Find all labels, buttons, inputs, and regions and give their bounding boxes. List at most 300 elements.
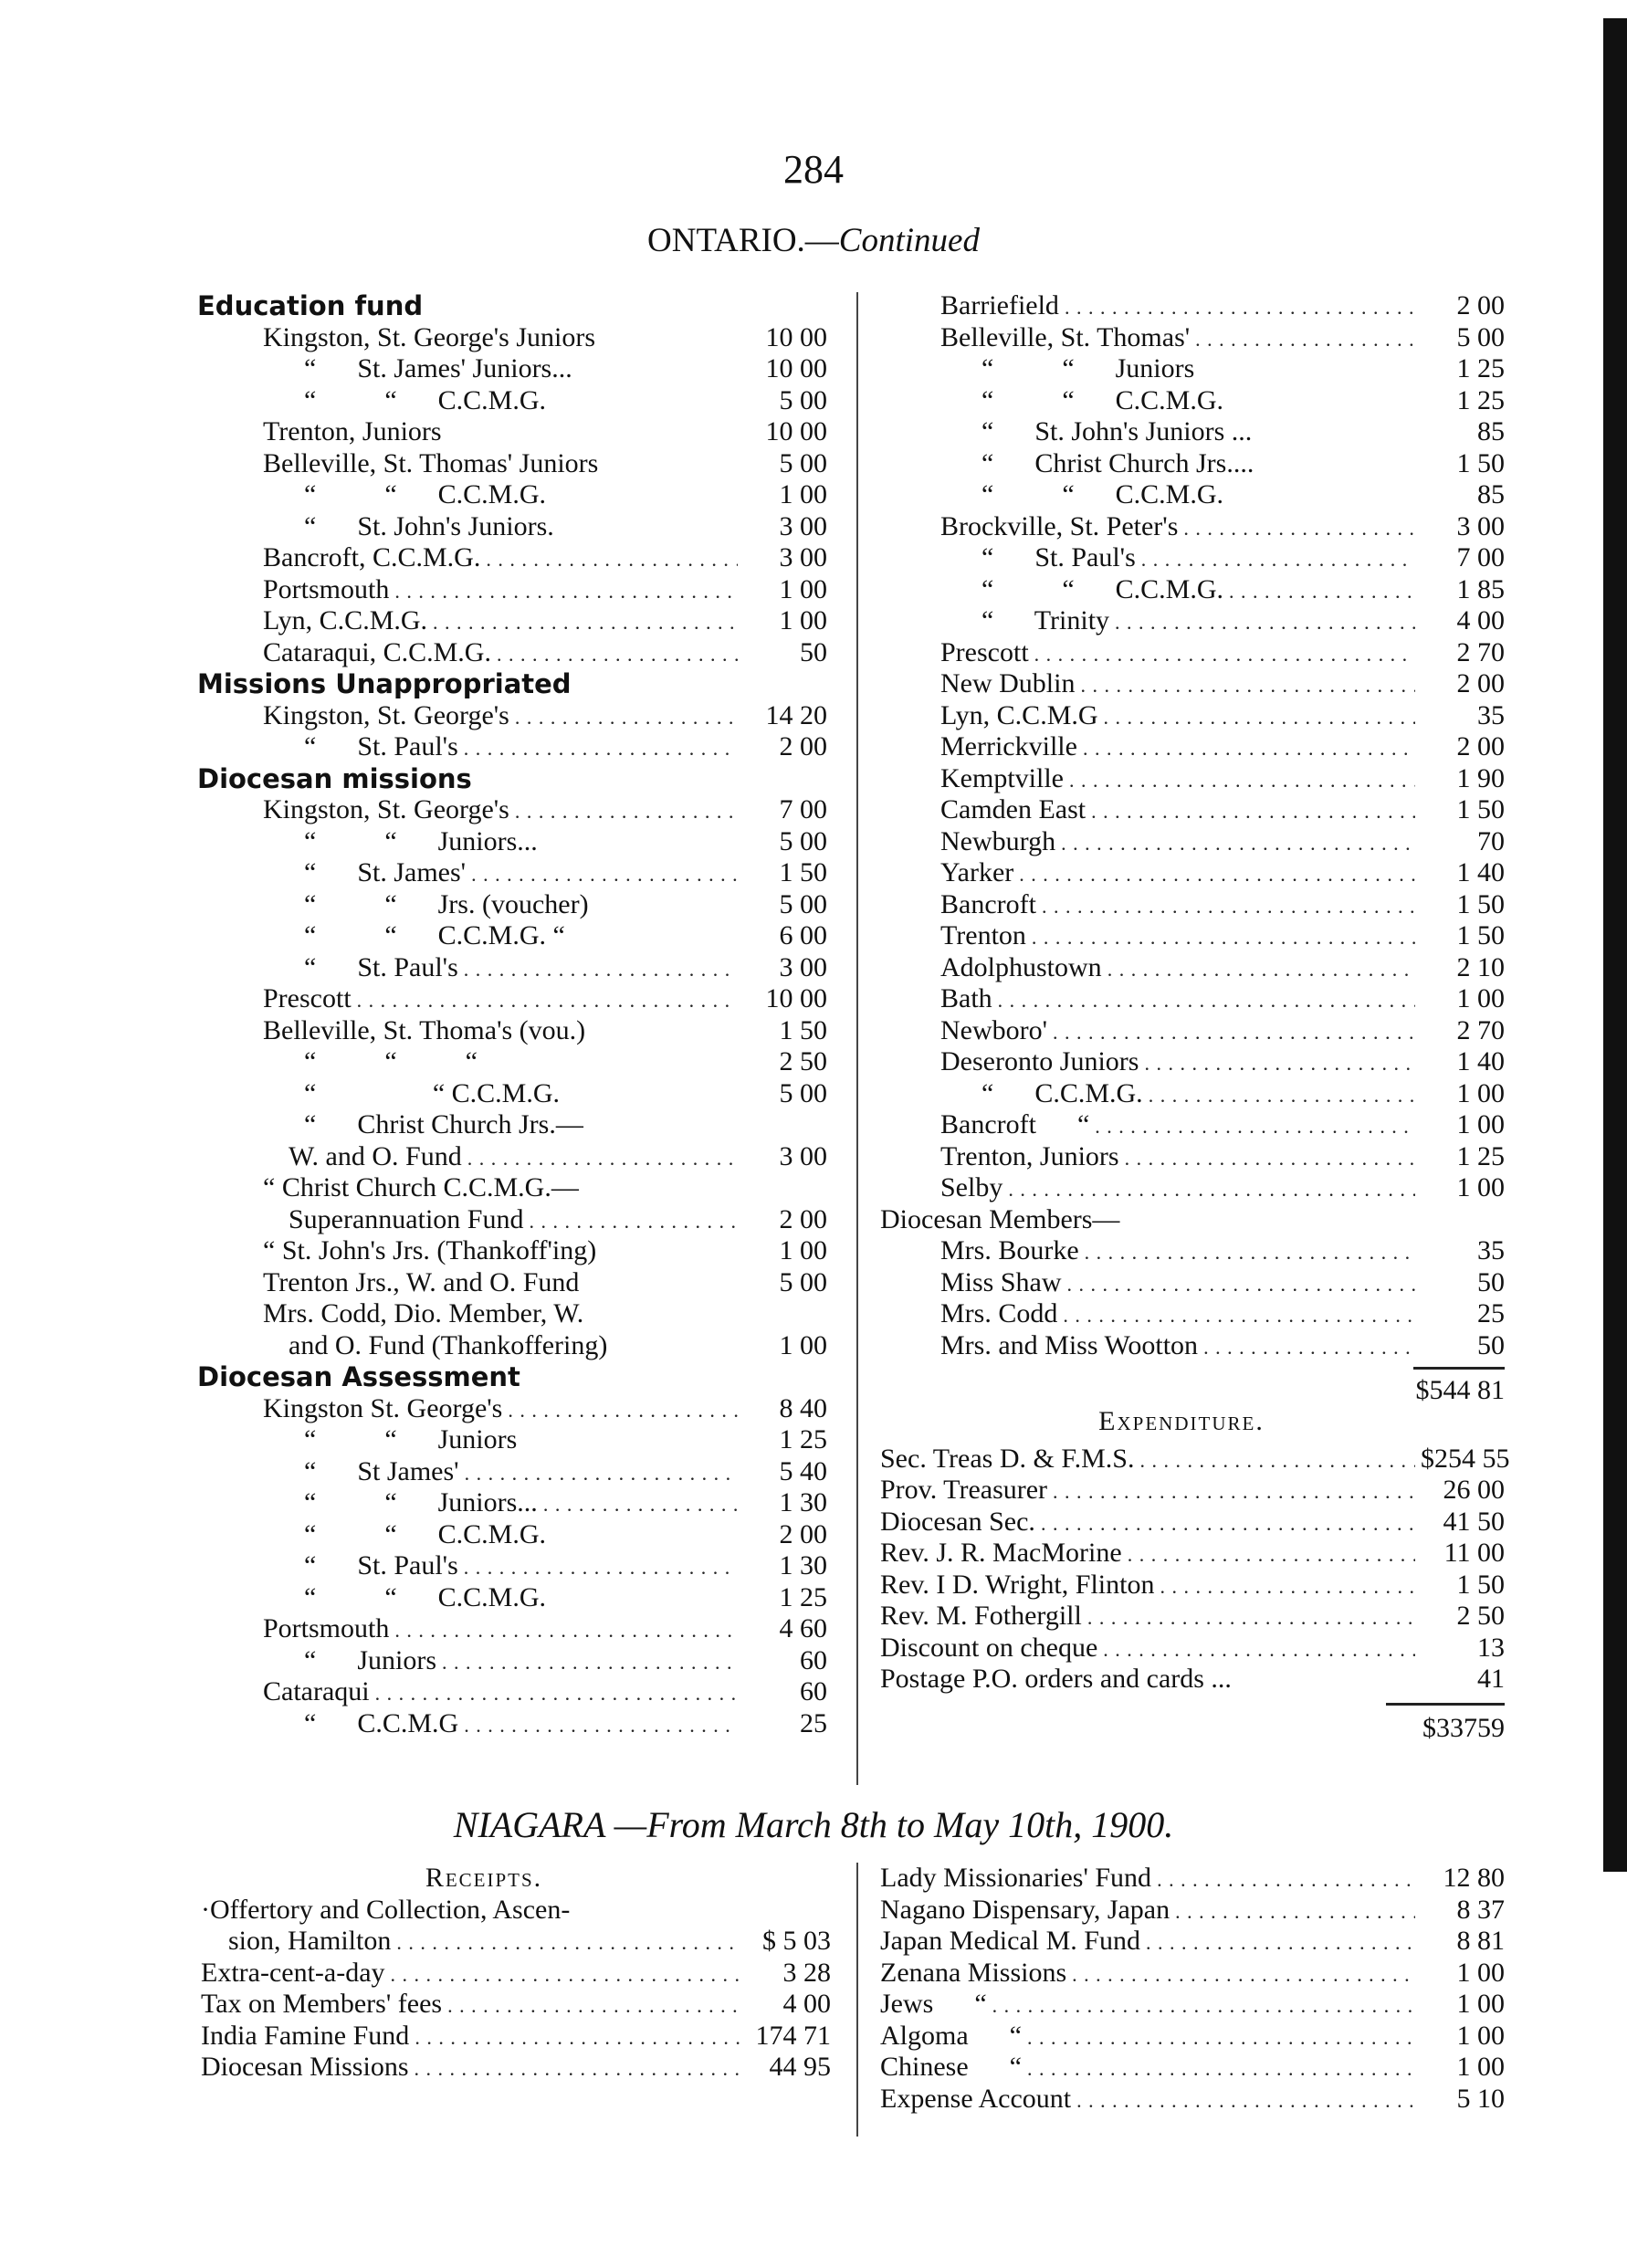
entry-label: “ “ Juniors	[263, 1424, 518, 1454]
entry-amount: 1 50	[1456, 794, 1505, 824]
entry-amount: 41 50	[1443, 1506, 1505, 1537]
entry-label: Diocesan Members—	[880, 1203, 1120, 1234]
ledger-row	[880, 1330, 1505, 1362]
entry-label: Trenton Jrs., W. and O. Fund	[263, 1266, 580, 1297]
entry-label: Portsmouth	[263, 573, 390, 604]
leader-dots	[1032, 920, 1415, 951]
leader-dots	[464, 952, 738, 983]
entry-amount: 26 00	[1443, 1475, 1505, 1505]
leader-dots	[1083, 731, 1415, 762]
leader-dots	[394, 1613, 738, 1644]
entry-amount: 1 50	[779, 1014, 827, 1045]
ledger-row	[880, 857, 1505, 889]
entry-label: Adolphustown	[940, 951, 1102, 982]
ledger-row	[197, 1393, 827, 1425]
entry-amount: 60	[800, 1644, 827, 1675]
entry-label: Postage P.O. orders and cards ...	[880, 1664, 1232, 1694]
entry-amount: 5 00	[779, 888, 827, 919]
expenditure-row	[880, 1475, 1505, 1507]
entry-label: Trenton, Juniors	[263, 416, 442, 446]
entry-label: Cataraqui	[263, 1676, 370, 1706]
ledger-row	[197, 920, 827, 952]
entry-label: Rev. J. R. MacMorine	[880, 1538, 1122, 1568]
entry-amount: 70	[1477, 825, 1505, 856]
leader-dots	[1203, 1330, 1415, 1361]
column-divider	[856, 292, 858, 1785]
entry-label: “ St. Paul's	[263, 731, 458, 761]
ledger-row	[880, 416, 1505, 448]
ledger-row	[880, 889, 1505, 921]
entry-label: “ St. Paul's	[263, 951, 458, 982]
entry-label: Portsmouth	[263, 1613, 390, 1643]
entry-amount: 1 00	[779, 605, 827, 635]
leader-dots	[1076, 2084, 1415, 2115]
ontario-title	[0, 221, 1627, 260]
ledger-row	[197, 731, 827, 763]
leader-dots	[447, 1989, 741, 2020]
ledger-row	[197, 605, 827, 637]
entry-amount: 1 50	[1456, 447, 1505, 478]
entry-label: “ St. Paul's	[263, 1550, 458, 1580]
heading-text: Diocesan missions	[197, 762, 472, 794]
leader-dots	[1041, 1507, 1415, 1538]
entry-amount: 1 00	[1456, 1077, 1505, 1108]
ledger-row	[880, 605, 1505, 637]
entry-label: Rev. M. Fothergill	[880, 1601, 1082, 1631]
entry-label: Extra-cent-a-day	[201, 1957, 385, 1988]
entry-label: Zenana Missions	[880, 1957, 1067, 1988]
entry-label: Bancroft “	[940, 1109, 1090, 1139]
leader-dots	[1072, 1958, 1415, 1989]
leader-dots	[1175, 1895, 1415, 1926]
niagara-expense-row	[880, 2021, 1505, 2053]
ledger-row	[197, 542, 827, 574]
entry-amount: $254 55	[1421, 1443, 1510, 1474]
receipts-total: $544 81	[1415, 1375, 1505, 1405]
entry-amount: 1 25	[1456, 353, 1505, 383]
leader-dots	[998, 983, 1415, 1014]
entry-amount: 1 50	[1456, 888, 1505, 919]
ontario-receipts-left-column	[197, 290, 827, 1739]
entry-label: “ St. James'	[263, 857, 467, 887]
entry-amount: 1 00	[1456, 1957, 1505, 1988]
ledger-row	[880, 574, 1505, 606]
entry-amount: 50	[800, 636, 827, 667]
leader-dots	[1008, 1172, 1415, 1203]
entry-amount: 8 81	[1456, 1926, 1505, 1956]
ledger-row	[197, 1708, 827, 1740]
ledger-row	[197, 1204, 827, 1236]
entry-label: “ “ Jrs. (voucher)	[263, 888, 589, 919]
entry-amount: 2 50	[779, 1046, 827, 1076]
entry-label: Trenton, Juniors	[940, 1140, 1119, 1171]
entry-amount: 4 00	[1456, 605, 1505, 635]
entry-label: “ “ “	[263, 1046, 478, 1076]
ledger-row	[197, 1046, 827, 1078]
entry-label: Kingston St. George's	[263, 1392, 503, 1423]
niagara-title: NIAGARA —From March 8th to May 10th, 1900.	[453, 1804, 1174, 1845]
leader-dots	[1067, 1267, 1415, 1298]
entry-amount: 1 30	[779, 1550, 827, 1580]
entry-label: “ “ C.C.M.G.	[940, 384, 1223, 415]
ledger-row	[197, 322, 827, 354]
entry-amount: 1 00	[1456, 2020, 1505, 2051]
leader-dots	[467, 1141, 738, 1172]
entry-label: Mrs. and Miss Wootton	[940, 1329, 1199, 1360]
ledger-row	[880, 1078, 1505, 1110]
entry-label: Rev. I D. Wright, Flinton	[880, 1569, 1155, 1600]
entry-label: “ St. John's Jrs. (Thankoff'ing)	[263, 1235, 597, 1265]
entry-label: Kingston, St. George's	[263, 794, 509, 824]
leader-dots	[1095, 1109, 1415, 1140]
entry-amount: 1 00	[779, 1235, 827, 1265]
entry-amount: 50	[1477, 1266, 1505, 1297]
leader-dots	[1085, 1235, 1415, 1266]
niagara-receipt-row	[201, 1926, 831, 1958]
entry-amount: 10 00	[765, 321, 827, 352]
entry-amount: 41	[1477, 1664, 1505, 1694]
ledger-row	[880, 1235, 1505, 1267]
entry-label: Expense Account	[880, 2083, 1072, 2114]
leader-dots	[992, 1989, 1415, 2020]
entry-label: Prescott	[940, 636, 1029, 667]
leader-dots	[1019, 857, 1415, 888]
leader-dots	[442, 1645, 738, 1676]
ledger-row	[197, 1141, 827, 1173]
ledger-row	[197, 1645, 827, 1677]
leader-dots	[357, 983, 738, 1014]
entry-label: Deseronto Juniors	[940, 1046, 1139, 1076]
entry-label: Newboro'	[940, 1014, 1048, 1045]
entry-label: Selby	[940, 1172, 1003, 1202]
entry-amount: 2 10	[1456, 951, 1505, 982]
entry-amount: 60	[800, 1676, 827, 1706]
ledger-row	[197, 857, 827, 889]
niagara-expense-row	[880, 2084, 1505, 2116]
entry-label: Diocesan Missions	[201, 2052, 409, 2082]
entry-label: “ Christ Church C.C.M.G.—	[263, 1172, 579, 1202]
ledger-row	[880, 1046, 1505, 1078]
entry-amount: 85	[1477, 416, 1505, 446]
entry-amount: 3 28	[782, 1957, 831, 1988]
entry-label: “ C.C.M.G.	[940, 1077, 1143, 1108]
ledger-row	[197, 511, 827, 543]
entry-amount: 10 00	[765, 983, 827, 1013]
entry-label: Prescott	[263, 983, 352, 1013]
ledger-row	[197, 385, 827, 417]
ledger-row	[880, 952, 1505, 984]
heading-text: Education fund	[197, 290, 424, 321]
niagara-expense-row	[880, 1958, 1505, 1990]
entry-amount: 1 00	[779, 1329, 827, 1360]
entry-label: “ St. John's Juniors.	[263, 510, 554, 541]
entry-label: “ “ C.C.M.G.	[263, 384, 546, 415]
leader-dots	[1065, 290, 1415, 321]
ledger-row	[880, 1267, 1505, 1299]
ledger-row	[880, 1204, 1505, 1236]
niagara-expense-row	[880, 1863, 1505, 1895]
ledger-row	[880, 700, 1505, 732]
entry-amount: 1 40	[1456, 857, 1505, 887]
leader-dots	[375, 1676, 738, 1707]
leader-dots	[515, 794, 738, 825]
entry-amount: 1 00	[779, 573, 827, 604]
entry-amount: 85	[1477, 479, 1505, 509]
leader-dots	[391, 1958, 741, 1989]
entry-amount: 1 50	[779, 857, 827, 887]
ledger-row	[880, 826, 1505, 858]
ledger-row	[880, 920, 1505, 952]
heading-text: Diocesan Assessment	[197, 1361, 520, 1392]
leader-dots	[497, 637, 738, 668]
leader-dots	[508, 1393, 738, 1424]
entry-label: India Famine Fund	[201, 2020, 410, 2051]
entry-label: “ “ C.C.M.G.	[940, 573, 1223, 604]
entry-amount: 3 00	[779, 510, 827, 541]
entry-label: “ Christ Church Jrs....	[940, 447, 1254, 478]
niagara-column-divider	[856, 1863, 858, 2137]
entry-label: Algoma “	[880, 2020, 1022, 2051]
entry-amount: 1 00	[779, 479, 827, 509]
entry-amount: 3 00	[779, 951, 827, 982]
entry-amount: 44 95	[769, 2052, 831, 2082]
entry-amount: 1 00	[1456, 2052, 1505, 2082]
ledger-row	[197, 952, 827, 984]
entry-label: “ “ Juniors...	[263, 825, 538, 856]
ontario-title-main: ONTARIO.—	[647, 222, 839, 259]
leader-dots	[1146, 1926, 1415, 1957]
entry-label: sion, Hamilton	[228, 1926, 392, 1956]
ledger-row	[880, 1172, 1505, 1204]
leader-dots	[396, 1926, 741, 1957]
entry-amount: 2 70	[1456, 636, 1505, 667]
ledger-row	[880, 983, 1505, 1015]
entry-label: Kingston, St. George's	[263, 699, 509, 730]
leader-dots	[1141, 542, 1415, 573]
entry-label: Tax on Members' fees	[201, 1989, 443, 2019]
entry-label: Belleville, St. Thomas'	[940, 321, 1191, 352]
leader-dots	[464, 731, 738, 762]
heading-text: Missions Unappropriated	[197, 668, 572, 699]
leader-dots	[1027, 2021, 1415, 2052]
ledger-row	[880, 1141, 1505, 1173]
ledger-row	[880, 794, 1505, 826]
leader-dots	[1125, 1141, 1415, 1172]
expenditure-row	[880, 1601, 1505, 1633]
entry-amount: 3 00	[779, 1140, 827, 1171]
entry-label: Brockville, St. Peter's	[940, 510, 1179, 541]
leader-dots	[1160, 1570, 1415, 1601]
entry-amount: 1 30	[779, 1487, 827, 1517]
leader-dots	[1042, 889, 1415, 920]
entry-amount: 25	[1477, 1298, 1505, 1328]
receipts-total-rule	[1413, 1367, 1505, 1370]
ontario-receipts-right-column	[880, 290, 1510, 1744]
ledger-row	[197, 700, 827, 732]
entry-amount: 50	[1477, 1329, 1505, 1360]
leader-dots	[1080, 668, 1415, 699]
leader-dots	[415, 2021, 741, 2052]
leader-dots	[415, 2052, 742, 2083]
entry-label: “ “ Juniors...	[263, 1487, 538, 1517]
entry-amount: 3 00	[1456, 510, 1505, 541]
niagara-expense-row	[880, 2052, 1505, 2084]
entry-label: “ St James'	[263, 1455, 459, 1486]
ledger-row	[880, 479, 1505, 511]
section-heading	[197, 763, 827, 795]
ledger-row	[197, 983, 827, 1015]
leader-dots	[1027, 2052, 1415, 2083]
entry-label: Mrs. Bourke	[940, 1235, 1079, 1265]
entry-amount: 1 00	[1456, 1109, 1505, 1139]
leader-dots	[1195, 322, 1415, 353]
entry-label: Cataraqui, C.C.M.G.	[263, 636, 491, 667]
entry-label: “ “ C.C.M.G.	[263, 1581, 546, 1612]
expenditure-row	[880, 1570, 1505, 1601]
ledger-row	[197, 416, 827, 448]
ledger-row	[880, 763, 1505, 795]
entry-label: “ Juniors	[263, 1644, 436, 1675]
entry-amount: 2 00	[779, 731, 827, 761]
entry-amount: 5 00	[779, 825, 827, 856]
leader-dots	[1107, 952, 1415, 983]
entry-label: Prov. Treasurer	[880, 1475, 1048, 1505]
ledger-row	[880, 353, 1505, 385]
entry-amount: 10 00	[765, 353, 827, 383]
ledger-row	[197, 1550, 827, 1582]
entry-label: Lyn, C.C.M.G	[940, 699, 1098, 730]
entry-label: Merrickville	[940, 731, 1077, 761]
section-heading	[197, 668, 827, 700]
entry-amount: 3 00	[779, 542, 827, 572]
ledger-row	[197, 1172, 827, 1204]
entry-amount: 14 20	[765, 699, 827, 730]
entry-amount: 4 60	[779, 1613, 827, 1643]
entry-label: Belleville, St. Thoma's (vou.)	[263, 1014, 586, 1045]
entry-label: Japan Medical M. Fund	[880, 1926, 1140, 1956]
entry-label: Lady Missionaries' Fund	[880, 1863, 1152, 1893]
entry-label: Sec. Treas D. & F.M.S.	[880, 1443, 1135, 1474]
entry-amount: 12 80	[1443, 1863, 1505, 1893]
entry-amount: 35	[1477, 1235, 1505, 1265]
entry-label: “ Trinity	[940, 605, 1110, 635]
entry-label: Bancroft	[940, 888, 1036, 919]
entry-amount: 25	[800, 1707, 827, 1738]
entry-amount: 1 25	[1456, 1140, 1505, 1171]
entry-amount: $ 5 03	[762, 1926, 831, 1956]
entry-amount: 1 00	[1456, 1172, 1505, 1202]
entry-label: “ St. John's Juniors ...	[940, 416, 1253, 446]
entry-label: Lyn, C.C.M.G.	[263, 605, 428, 635]
ledger-row	[880, 542, 1505, 574]
ledger-row	[197, 794, 827, 826]
entry-label: “ Christ Church Jrs.—	[263, 1109, 583, 1139]
entry-label: Kingston, St. George's Juniors	[263, 321, 596, 352]
page-number: 284	[783, 147, 844, 192]
entry-amount: 1 50	[1456, 920, 1505, 950]
leader-dots	[471, 857, 738, 888]
leader-dots	[465, 1456, 738, 1487]
entry-amount: 4 00	[782, 1989, 831, 2019]
entry-amount: 13	[1477, 1632, 1505, 1663]
leader-dots	[529, 1204, 738, 1235]
ledger-row	[197, 826, 827, 858]
entry-label: Miss Shaw	[940, 1266, 1062, 1297]
entry-amount: 5 00	[779, 447, 827, 478]
leader-dots	[1144, 1046, 1415, 1077]
entry-label: Barriefield	[940, 290, 1059, 320]
section-heading	[197, 1361, 827, 1393]
entry-amount: 1 25	[779, 1581, 827, 1612]
entry-amount: 1 90	[1456, 762, 1505, 793]
entry-label: Bancroft, C.C.M.G.	[263, 542, 481, 572]
leader-dots	[464, 1708, 738, 1739]
ledger-row	[197, 1519, 827, 1551]
ledger-row	[880, 322, 1505, 354]
niagara-expense-row	[880, 1989, 1505, 2021]
leader-dots	[486, 542, 738, 573]
entry-label: ·Offertory and Collection, Ascen-	[201, 1894, 571, 1925]
entry-amount: 1 85	[1456, 573, 1505, 604]
entry-amount: 2 00	[779, 1518, 827, 1549]
leader-dots	[1115, 605, 1415, 636]
entry-label: Kemptville	[940, 762, 1064, 793]
ledger-row	[197, 637, 827, 669]
entry-label: Jews “	[880, 1989, 987, 2019]
entry-label: Mrs. Codd, Dio. Member, W.	[263, 1298, 584, 1328]
leader-dots	[1139, 1444, 1415, 1475]
scan-edge-bar	[1603, 18, 1627, 1872]
leader-dots	[1157, 1863, 1415, 1894]
entry-amount: 2 70	[1456, 1014, 1505, 1045]
entry-amount: 1 00	[1456, 983, 1505, 1013]
entry-label: Superannuation Fund	[289, 1203, 524, 1234]
leader-dots	[1063, 1298, 1415, 1329]
ledger-row	[197, 1613, 827, 1645]
expenditure-row	[880, 1443, 1510, 1475]
ledger-row	[880, 511, 1505, 543]
entry-label: Yarker	[940, 857, 1014, 887]
leader-dots	[1053, 1015, 1415, 1046]
ledger-row	[197, 1078, 827, 1110]
expenditure-row	[880, 1633, 1505, 1664]
entry-label: “ “ C.C.M.G.	[263, 479, 546, 509]
entry-amount: 1 25	[1456, 384, 1505, 415]
leader-dots	[394, 574, 738, 605]
ledger-row	[880, 290, 1505, 322]
expenditure-row	[880, 1507, 1505, 1538]
section-heading	[197, 290, 827, 322]
entry-label: Bath	[940, 983, 992, 1013]
entry-label: and O. Fund (Thankoffering)	[289, 1329, 608, 1360]
leader-dots	[1087, 1601, 1415, 1632]
entry-label: W. and O. Fund	[289, 1140, 462, 1171]
leader-dots	[1069, 763, 1415, 794]
ledger-row	[197, 1582, 827, 1614]
leader-dots	[1104, 700, 1415, 731]
entry-label: “ “ Juniors	[940, 353, 1195, 383]
ledger-row	[880, 731, 1505, 763]
ledger-row	[880, 448, 1505, 480]
entry-label: Camden East	[940, 794, 1086, 824]
entry-amount: 5 10	[1456, 2083, 1505, 2114]
ledger-row	[197, 353, 827, 385]
entry-label: Chinese “	[880, 2052, 1022, 2082]
entry-label: “ “ C.C.M.G. “	[263, 920, 565, 950]
niagara-expense-row	[880, 1926, 1505, 1958]
niagara-expense-row	[880, 1895, 1505, 1927]
receipts-heading: Receipts.	[425, 1863, 543, 1893]
